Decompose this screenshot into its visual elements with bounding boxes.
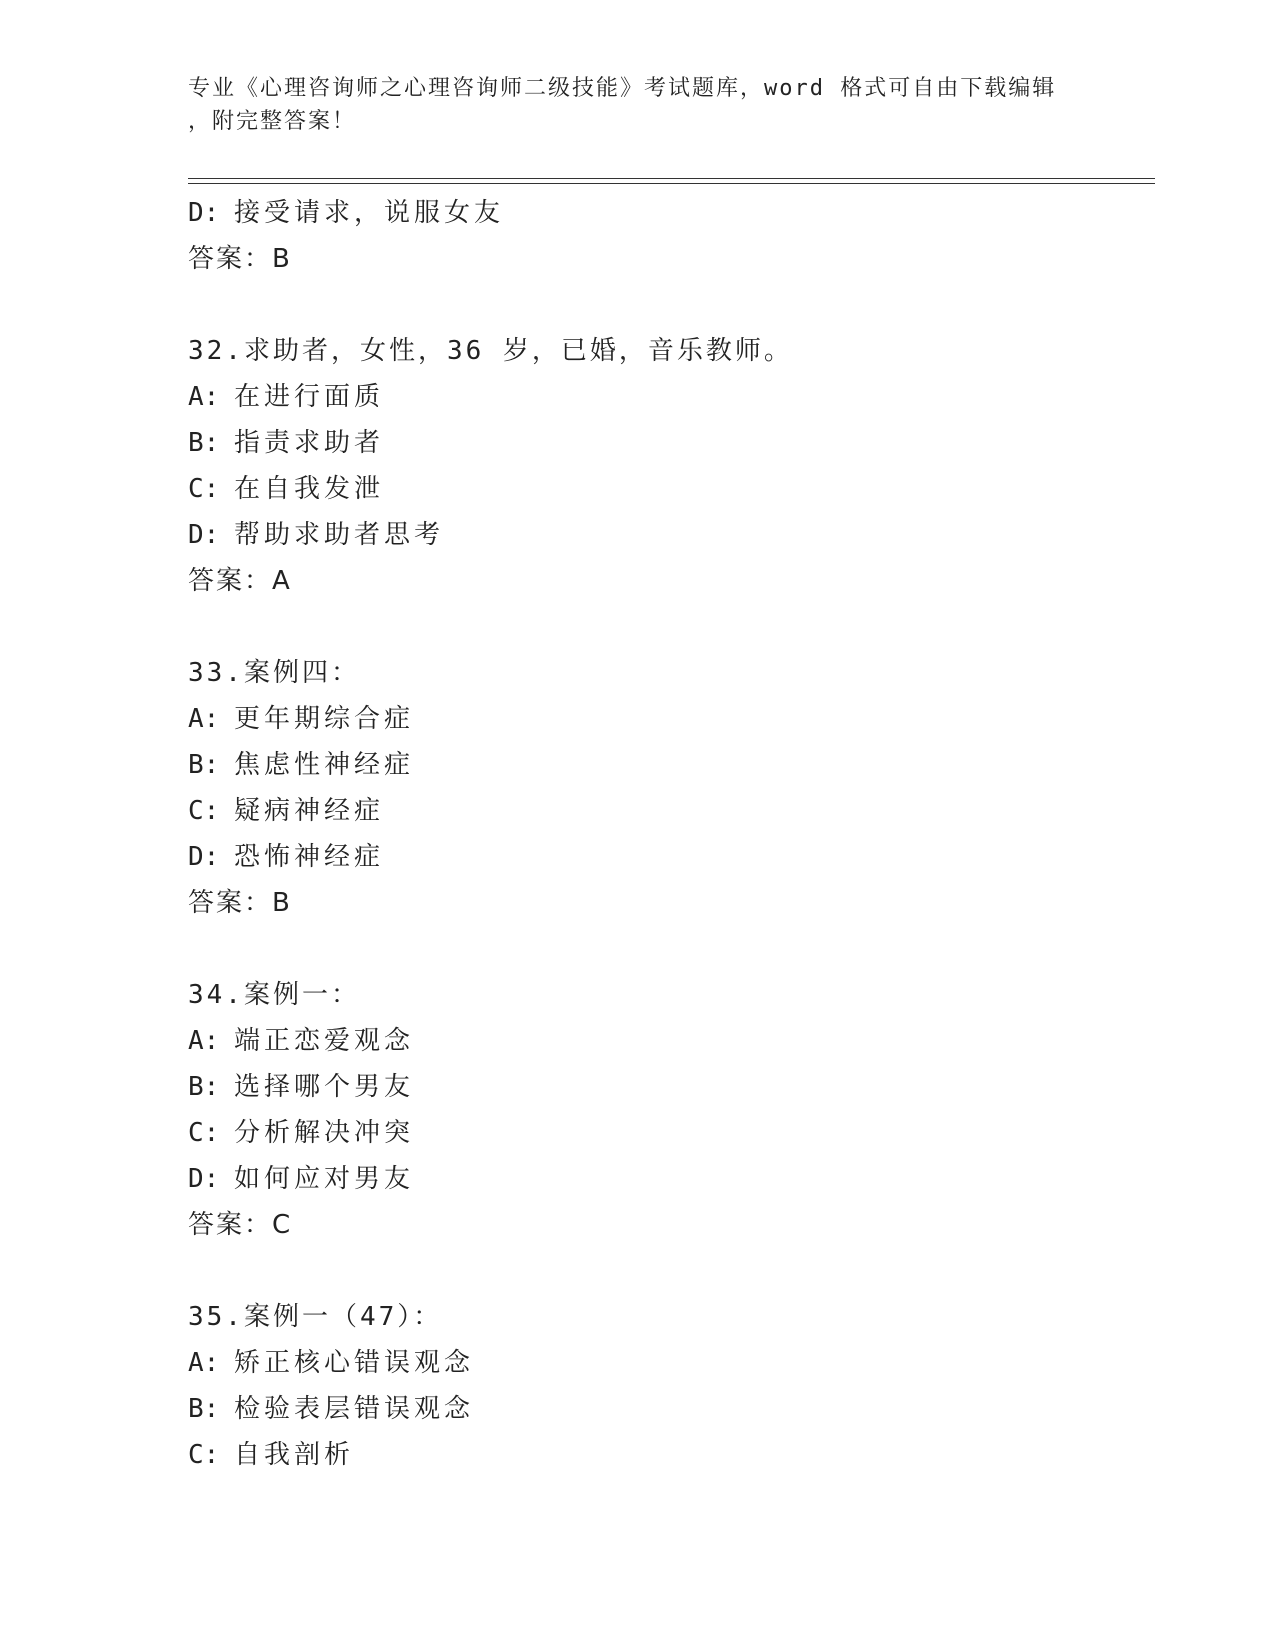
answer-line: 答案：B — [188, 888, 292, 918]
header-title-line-2: ，附完整答案！ — [188, 109, 357, 134]
question-title: 35.案例一（47）： — [188, 1302, 443, 1332]
option-letter: D: — [188, 842, 220, 872]
header-divider-top — [188, 178, 1155, 179]
option-letter: C: — [188, 474, 220, 504]
option-text: 分析解决冲突 — [234, 1118, 415, 1148]
header-title-line-1: 专业《心理咨询师之心理咨询师二级技能》考试题库，word 格式可自由下载编辑 — [188, 76, 1057, 101]
option-a — [188, 696, 1148, 742]
spacer — [188, 1248, 1148, 1294]
option-text: 自我剖析 — [234, 1440, 355, 1470]
question-title: 32.求助者，女性，36 岁，已婚，音乐教师。 — [188, 336, 793, 366]
option-text: 帮助求助者思考 — [234, 520, 445, 550]
option-text: 恐怖神经症 — [234, 842, 385, 872]
option-letter: B: — [188, 750, 220, 780]
document-header — [188, 72, 1068, 138]
answer-line: 答案：C — [188, 1210, 293, 1240]
option-text: 接受请求，说服女友 — [234, 198, 505, 228]
option-letter: B: — [188, 1394, 220, 1424]
option-c — [188, 788, 1148, 834]
option-letter: A: — [188, 1026, 220, 1056]
option-letter: B: — [188, 428, 220, 458]
spacer — [188, 926, 1148, 972]
option-text: 指责求助者 — [234, 428, 385, 458]
option-letter: D: — [188, 198, 220, 228]
option-letter: A: — [188, 1348, 220, 1378]
option-text: 矫正核心错误观念 — [234, 1348, 475, 1378]
option-letter: C: — [188, 796, 220, 826]
option-c — [188, 466, 1148, 512]
option-b — [188, 1064, 1148, 1110]
option-a — [188, 1340, 1148, 1386]
option-text: 在自我发泄 — [234, 474, 385, 504]
option-text: 如何应对男友 — [234, 1164, 415, 1194]
option-text: 更年期综合症 — [234, 704, 415, 734]
option-letter: B: — [188, 1072, 220, 1102]
spacer — [188, 282, 1148, 328]
option-letter: D: — [188, 520, 220, 550]
option-b — [188, 742, 1148, 788]
header-divider-bottom — [188, 183, 1155, 184]
question-list — [188, 190, 1148, 1478]
option-text: 疑病神经症 — [234, 796, 385, 826]
option-text: 选择哪个男友 — [234, 1072, 415, 1102]
question-title: 34.案例一： — [188, 980, 360, 1010]
option-d — [188, 1156, 1148, 1202]
option-text: 在进行面质 — [234, 382, 385, 412]
option-letter: A: — [188, 704, 220, 734]
option-letter: C: — [188, 1118, 220, 1148]
spacer — [188, 604, 1148, 650]
option-text: 检验表层错误观念 — [234, 1394, 475, 1424]
option-text: 端正恋爱观念 — [234, 1026, 415, 1056]
question-title: 33.案例四： — [188, 658, 360, 688]
option-a — [188, 374, 1148, 420]
option-c — [188, 1110, 1148, 1156]
option-b — [188, 420, 1148, 466]
option-d — [188, 190, 1148, 236]
option-d — [188, 512, 1148, 558]
option-b — [188, 1386, 1148, 1432]
option-text: 焦虑性神经症 — [234, 750, 415, 780]
option-d — [188, 834, 1148, 880]
option-letter: A: — [188, 382, 220, 412]
option-letter: C: — [188, 1440, 220, 1470]
answer-line: 答案：A — [188, 566, 292, 596]
option-a — [188, 1018, 1148, 1064]
option-letter: D: — [188, 1164, 220, 1194]
answer-line: 答案：B — [188, 244, 292, 274]
option-c — [188, 1432, 1148, 1478]
